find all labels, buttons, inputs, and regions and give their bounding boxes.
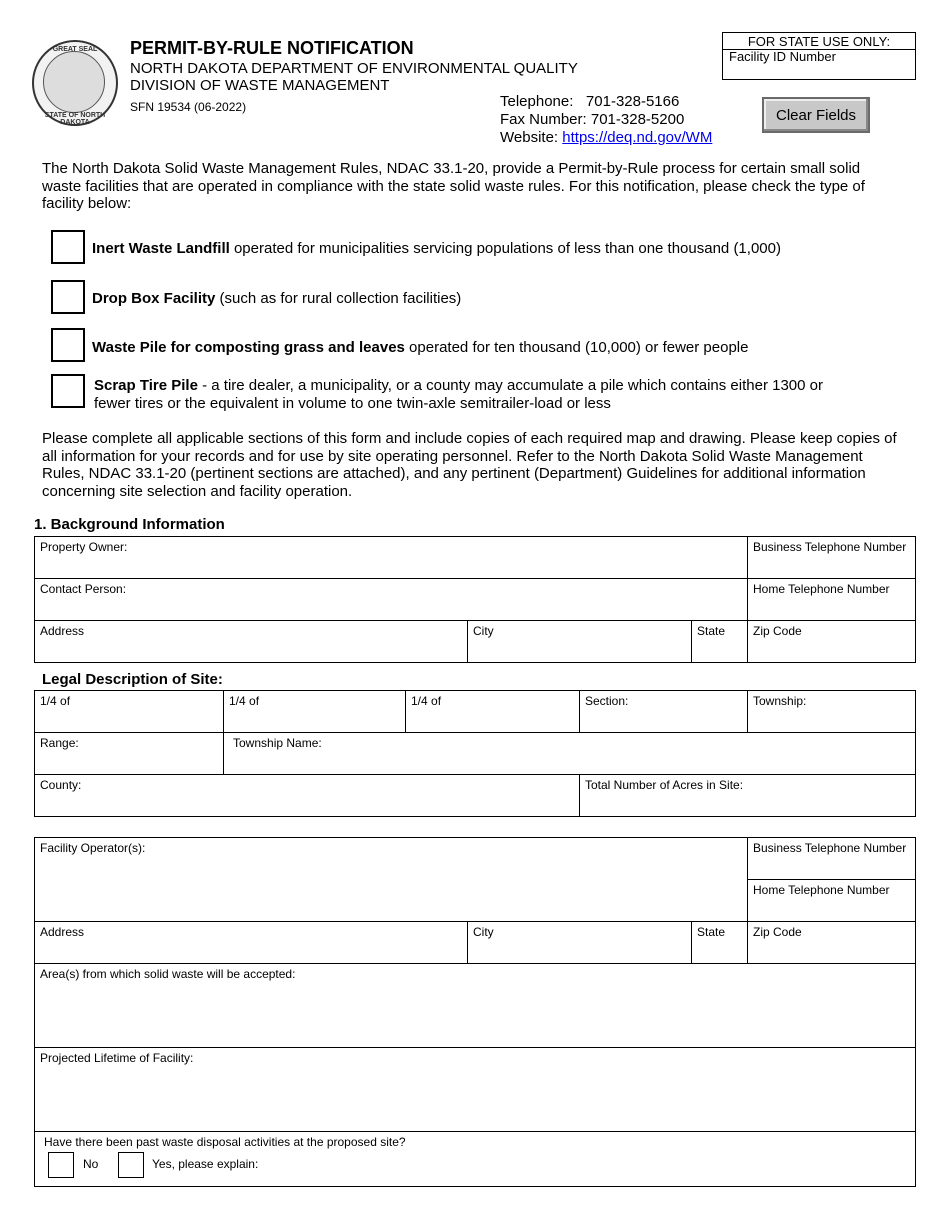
field-label: 1/4 of (229, 694, 260, 708)
scrap-tire-pile-checkbox[interactable] (51, 374, 85, 408)
legal-description-heading: Legal Description of Site: (42, 671, 223, 688)
form-title: PERMIT-BY-RULE NOTIFICATION (130, 38, 414, 58)
fax-label: Fax Number: (500, 111, 587, 128)
option-description: operated for ten thousand (10,000) or fewer people (404, 339, 749, 356)
facility-operators-field[interactable] (34, 837, 748, 922)
waste-pile-composting-checkbox[interactable] (51, 328, 85, 362)
option-title: Drop Box Facility (92, 290, 216, 307)
field-label: Contact Person: (40, 582, 127, 596)
total-acres-field[interactable] (579, 774, 916, 817)
township-name-field[interactable] (223, 732, 916, 775)
option-description: operated for municipalities servicing populations of less than one thousand (1,000) (229, 240, 781, 257)
property-owner-field[interactable] (34, 536, 748, 579)
service-areas-field[interactable] (34, 963, 916, 1048)
quarter-1-field[interactable] (34, 690, 224, 733)
website-label: Website: (500, 129, 559, 146)
field-label: 1/4 of (40, 694, 71, 708)
state-seal (32, 40, 118, 126)
form-number: SFN 19534 (06-2022) (130, 100, 247, 114)
field-label: Projected Lifetime of Facility: (40, 1051, 194, 1065)
field-label: Section: (585, 694, 629, 708)
drop-box-facility-checkbox[interactable] (51, 280, 85, 314)
inert-waste-landfill-checkbox[interactable] (51, 230, 85, 264)
field-label: Zip Code (753, 925, 802, 939)
operator-zip-code-field[interactable] (747, 921, 916, 964)
scrap-tire-pile-option (94, 377, 839, 412)
instructions-paragraph: Please complete all applicable sections of this form and include copies of each required map and drawing. Please keep copies of all information for your records and for use by site operating personnel. Refer to the North Dakota Solid Waste Management Rules, NDAC 33.1-20 (pertinent sections are attached), and any pertinent (Department) Guidelines for additional information concerning site selection and facility operation. (42, 430, 897, 500)
field-label: 1/4 of (411, 694, 442, 708)
operator-business-phone-field[interactable] (747, 837, 916, 880)
past-disposal-no-checkbox[interactable] (48, 1152, 74, 1178)
state-field[interactable] (691, 620, 748, 663)
website-link[interactable]: https://deq.nd.gov/WM (562, 129, 713, 146)
township-field[interactable] (747, 690, 916, 733)
seal-emblem-icon (43, 51, 105, 113)
field-label: Address (40, 624, 85, 638)
waste-pile-composting-option (92, 339, 892, 357)
quarter-2-field[interactable] (223, 690, 406, 733)
business-phone-field[interactable] (747, 536, 916, 579)
field-label: Home Telephone Number (753, 883, 890, 897)
operator-city-field[interactable] (467, 921, 692, 964)
field-label: Address (40, 925, 85, 939)
telephone-line (500, 93, 679, 110)
fax-line (500, 111, 684, 128)
option-title: Inert Waste Landfill (92, 240, 230, 257)
facility-id-label: Facility ID Number (729, 49, 836, 64)
operator-address-field[interactable] (34, 921, 468, 964)
field-label: Area(s) from which solid waste will be accepted: (40, 967, 296, 981)
field-label: Property Owner: (40, 540, 128, 554)
field-label: State (697, 624, 726, 638)
inert-waste-landfill-option (92, 240, 892, 258)
drop-box-facility-option (92, 290, 892, 308)
field-label: City (473, 925, 494, 939)
field-label: Range: (40, 736, 79, 750)
past-disposal-yes-checkbox[interactable] (118, 1152, 144, 1178)
county-field[interactable] (34, 774, 580, 817)
projected-lifetime-field[interactable] (34, 1047, 916, 1132)
option-title: Waste Pile for composting grass and leaves (92, 339, 405, 356)
quarter-3-field[interactable] (405, 690, 580, 733)
division-name: DIVISION OF WASTE MANAGEMENT (130, 77, 390, 94)
option-description: - a tire dealer, a municipality, or a county may accumulate a pile which contains either 1300 or fewer tires or the equivalent in volume to one twin-axle semitrailer-load or less (94, 377, 823, 412)
clear-fields-button[interactable]: Clear Fields (762, 97, 870, 133)
option-description: (such as for rural collection facilities) (215, 290, 462, 307)
past-disposal-question: Have there been past waste disposal activities at the proposed site? (44, 1135, 406, 1149)
address-field[interactable] (34, 620, 468, 663)
field-label: Township Name: (233, 736, 322, 750)
section-field[interactable] (579, 690, 748, 733)
option-title: Scrap Tire Pile (94, 377, 198, 394)
field-label: Facility Operator(s): (40, 841, 146, 855)
state-use-box (722, 32, 916, 80)
seal-top-text: GREAT SEAL (52, 46, 98, 53)
fax-value: 701-328-5200 (590, 111, 685, 128)
contact-person-field[interactable] (34, 578, 748, 621)
field-label: Total Number of Acres in Site: (585, 778, 744, 792)
telephone-label: Telephone: (500, 93, 574, 110)
intro-paragraph: The North Dakota Solid Waste Management Rules, NDAC 33.1-20, provide a Permit-by-Rule process for certain small solid waste facilities that are operated in compliance with the state solid waste rules. For this notification, please check the type of facility below: (42, 160, 865, 212)
seal-bottom-text: STATE OF NORTH DAKOTA (44, 112, 106, 126)
city-field[interactable] (467, 620, 692, 663)
website-line (500, 129, 712, 146)
field-label: State (697, 925, 726, 939)
field-label: Zip Code (753, 624, 802, 638)
field-label: City (473, 624, 494, 638)
field-label: County: (40, 778, 82, 792)
field-label: Business Telephone Number (753, 841, 907, 855)
telephone-value: 701-328-5166 (585, 93, 680, 110)
home-phone-field[interactable] (747, 578, 916, 621)
zip-code-field[interactable] (747, 620, 916, 663)
department-name: NORTH DAKOTA DEPARTMENT OF ENVIRONMENTAL QUALITY (130, 60, 578, 77)
operator-home-phone-field[interactable] (747, 879, 916, 922)
range-field[interactable] (34, 732, 224, 775)
background-info-heading: 1. Background Information (34, 516, 225, 533)
yes-label: Yes, please explain: (152, 1157, 259, 1171)
field-label: Township: (753, 694, 807, 708)
no-label: No (83, 1157, 99, 1171)
field-label: Business Telephone Number (753, 540, 907, 554)
operator-state-field[interactable] (691, 921, 748, 964)
state-use-title: FOR STATE USE ONLY: (723, 34, 915, 50)
field-label: Home Telephone Number (753, 582, 890, 596)
